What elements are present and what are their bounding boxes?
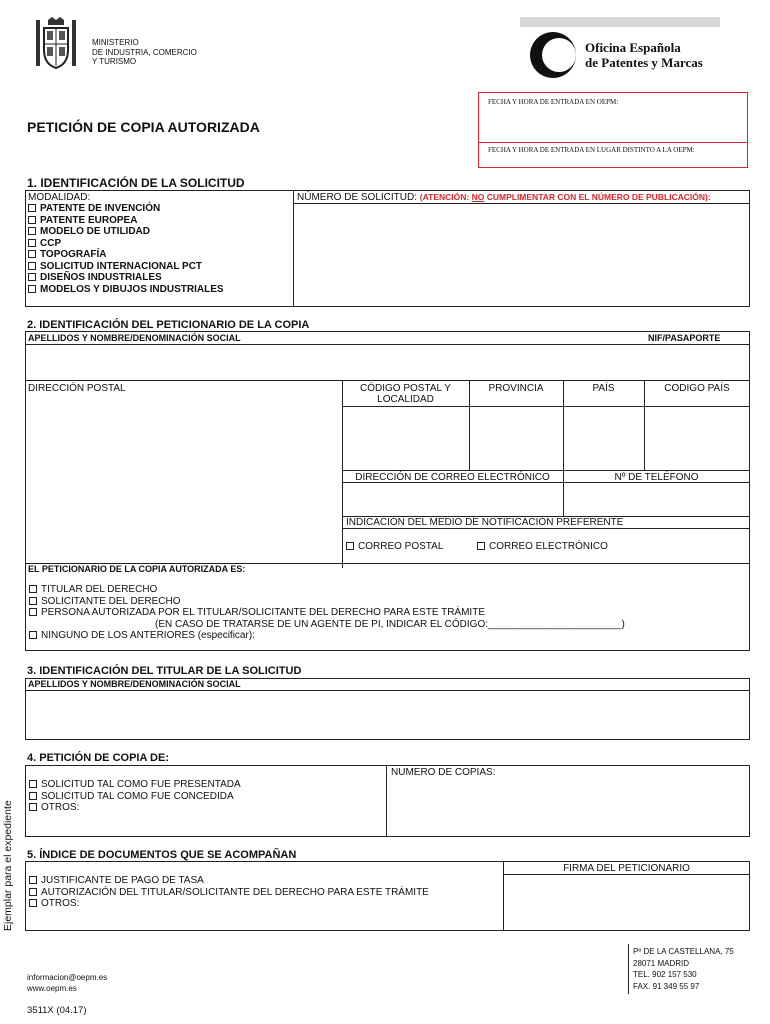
- notificacion-header-line: [342, 528, 750, 529]
- modalidad-option[interactable]: [28, 249, 224, 261]
- checkbox[interactable]: [29, 597, 37, 605]
- checkbox[interactable]: [29, 876, 37, 884]
- option-label: OTROS:: [41, 802, 80, 813]
- numero-warning: [420, 192, 711, 202]
- telefono-label: Nº DE TELÉFONO: [614, 472, 699, 483]
- section5-title: 5. ÍNDICE DE DOCUMENTOS QUE SE ACOMPAÑAN: [27, 849, 297, 861]
- checkbox[interactable]: [28, 285, 36, 293]
- option-label: PATENTE DE INVENCIÓN: [40, 203, 161, 214]
- copia-option[interactable]: [29, 802, 241, 814]
- modalidad-option[interactable]: [28, 272, 224, 284]
- codigo-postal-line: LOCALIDAD: [377, 394, 434, 405]
- pais-label: PAÍS: [592, 383, 615, 394]
- provincia-input[interactable]: [470, 407, 562, 469]
- numero-solicitud-label: [297, 192, 711, 203]
- notificacion-label: INDICACIÓN DEL MEDIO DE NOTIFICACIÓN PREFERENTE: [346, 517, 624, 528]
- codigo-pais-input[interactable]: [645, 407, 749, 469]
- codigo-postal-line: CÓDIGO POSTAL Y: [360, 383, 451, 394]
- nif-label: NIF/PASAPORTE: [648, 333, 721, 343]
- apellidos-input[interactable]: [26, 345, 646, 379]
- section3-title: 3. IDENTIFICACIÓN DEL TITULAR DE LA SOLICITUD: [27, 665, 302, 677]
- documento-option[interactable]: [29, 887, 429, 899]
- checkbox[interactable]: [28, 216, 36, 224]
- modalidad-label: MODALIDAD:: [28, 192, 91, 203]
- checkbox[interactable]: [28, 250, 36, 258]
- option-label: SOLICITANTE DEL DERECHO: [41, 595, 181, 607]
- option-label: MODELOS Y DIBUJOS INDUSTRIALES: [40, 283, 224, 295]
- copia-option[interactable]: [29, 791, 241, 803]
- email-top-line: [342, 470, 750, 471]
- documentos-options: [29, 875, 429, 910]
- spanish-coat-of-arms-icon: [30, 16, 82, 74]
- firma-input[interactable]: [505, 876, 748, 929]
- provincia-label: PROVINCIA: [488, 383, 544, 394]
- warning-no: NO: [471, 192, 485, 202]
- entry-other-label: FECHA Y HORA DE ENTRADA EN LUGAR DISTINTO A LA OEPM:: [488, 146, 695, 154]
- agente-note: (EN CASO DE TRATARSE DE UN AGENTE DE PI, INDICAR EL CÓDIGO:________________________): [155, 618, 625, 630]
- copia-options: [29, 779, 241, 814]
- section4-divider: [386, 765, 387, 837]
- documento-option[interactable]: [29, 875, 429, 887]
- checkbox[interactable]: [28, 204, 36, 212]
- option-label: MODELO DE UTILIDAD: [40, 226, 150, 237]
- option-label: OTROS:: [41, 898, 80, 909]
- section4-title: 4. PETICIÓN DE COPIA DE:: [27, 752, 170, 764]
- footer-email-link[interactable]: informacion@oepm.es: [27, 973, 108, 982]
- address-line: FAX. 91 349 55 97: [633, 981, 700, 991]
- checkbox[interactable]: [28, 273, 36, 281]
- checkbox[interactable]: [29, 888, 37, 896]
- entry-date-label: FECHA Y HORA DE ENTRADA EN OEPM:: [488, 98, 619, 106]
- firma-label: FIRMA DEL PETICIONARIO: [563, 863, 690, 874]
- option-label: AUTORIZACIÓN DEL TITULAR/SOLICITANTE DEL DERECHO PARA ESTE TRÁMITE: [41, 886, 429, 898]
- side-text: Ejemplar para el expediente: [2, 800, 14, 931]
- checkbox[interactable]: [28, 262, 36, 270]
- copia-option[interactable]: [29, 779, 241, 791]
- firma-header-line: [503, 874, 750, 875]
- address-line: Pº DE LA CASTELLANA, 75: [633, 947, 734, 956]
- option-label: SOLICITUD TAL COMO FUE CONCEDIDA: [41, 790, 234, 802]
- oepm-logo-icon: [528, 30, 578, 80]
- ministry-name: [92, 38, 197, 67]
- section2-row1-line: [25, 380, 750, 381]
- checkbox[interactable]: [29, 631, 37, 639]
- numero-solicitud-input[interactable]: [294, 204, 749, 306]
- ministry-line: Y TURISMO: [92, 57, 137, 66]
- peticionario-es-label: EL PETICIONARIO DE LA COPIA AUTORIZADA ES:: [28, 564, 246, 574]
- option-label: CORREO ELECTRÓNICO: [489, 541, 608, 552]
- footer-web-link[interactable]: www.oepm.es: [27, 984, 77, 993]
- section1-title: 1. IDENTIFICACIÓN DE LA SOLICITUD: [27, 176, 245, 190]
- email-input[interactable]: [343, 483, 562, 515]
- warning-prefix: (ATENCIÓN:: [419, 192, 470, 202]
- checkbox[interactable]: [29, 792, 37, 800]
- ministry-line: DE INDUSTRIA, COMERCIO: [92, 47, 197, 57]
- peticionario-options: [29, 584, 625, 642]
- pais-input[interactable]: [564, 407, 643, 469]
- peticionario-option[interactable]: [29, 596, 625, 608]
- warning-suffix: CUMPLIMENTAR CON EL NÚMERO DE PUBLICACIÓN):: [486, 192, 711, 202]
- numero-copias-label: NUMERO DE COPIAS:: [391, 767, 496, 778]
- nif-input[interactable]: [646, 345, 749, 379]
- checkbox[interactable]: [29, 585, 37, 593]
- office-name-line: de Patentes y Marcas: [585, 55, 703, 70]
- ministry-line: MINISTERIO: [92, 38, 139, 47]
- option-label: SOLICITUD INTERNACIONAL PCT: [40, 260, 203, 272]
- direccion-label: DIRECCIÓN POSTAL: [28, 383, 126, 394]
- address-line: 28071 MADRID: [633, 958, 690, 968]
- titular-apellidos-label: APELLIDOS Y NOMBRE/DENOMINACIÓN SOCIAL: [28, 679, 241, 689]
- peticionario-option[interactable]: [29, 607, 625, 619]
- checkbox[interactable]: [28, 227, 36, 235]
- checkbox[interactable]: [477, 542, 485, 550]
- telefono-input[interactable]: [564, 483, 749, 515]
- modalidad-option[interactable]: [28, 226, 224, 238]
- modalidad-option[interactable]: [28, 238, 224, 250]
- address-line: TEL. 902 157 530: [633, 970, 697, 979]
- email-label: DIRECCIÓN DE CORREO ELECTRÓNICO: [355, 472, 550, 483]
- checkbox[interactable]: [29, 899, 37, 907]
- footer-address-bar: [628, 944, 629, 994]
- modalidad-option[interactable]: [28, 284, 224, 296]
- checkbox[interactable]: [28, 239, 36, 247]
- option-label: TITULAR DEL DERECHO: [41, 584, 158, 595]
- codigo-postal-input[interactable]: [343, 407, 468, 469]
- option-label: TOPOGRAFÍA: [40, 249, 107, 260]
- documento-option[interactable]: [29, 898, 429, 910]
- footer-address: [633, 946, 734, 992]
- option-label: CORREO POSTAL: [358, 541, 444, 552]
- numero-label-text: NÚMERO DE SOLICITUD:: [297, 192, 418, 203]
- checkbox[interactable]: [29, 608, 37, 616]
- apellidos-label: APELLIDOS Y NOMBRE/DENOMINACIÓN SOCIAL: [28, 333, 241, 343]
- oepm-header-bar: [520, 17, 720, 27]
- option-label: JUSTIFICANTE DE PAGO DE TASA: [41, 875, 204, 886]
- entry-date-divider: [478, 142, 748, 143]
- modalidad-option[interactable]: [28, 203, 224, 215]
- direccion-input[interactable]: [26, 396, 341, 566]
- numero-copias-input[interactable]: [388, 780, 748, 835]
- form-code: 3511X (04.17): [27, 1005, 87, 1016]
- peticionario-option[interactable]: [29, 584, 625, 596]
- page-title: PETICIÓN DE COPIA AUTORIZADA: [27, 119, 260, 135]
- titular-apellidos-input[interactable]: [26, 691, 749, 739]
- option-label: SOLICITUD TAL COMO FUE PRESENTADA: [41, 779, 241, 790]
- codigo-pais-label: CODIGO PAÍS: [664, 383, 730, 394]
- section2-title: 2. IDENTIFICACIÓN DEL PETICIONARIO DE LA COPIA: [27, 319, 310, 331]
- checkbox[interactable]: [346, 542, 354, 550]
- modalidad-option[interactable]: [28, 215, 224, 227]
- option-label: DISEÑOS INDUSTRIALES: [40, 272, 162, 283]
- office-name: [585, 40, 703, 70]
- correo-electronico-option[interactable]: [477, 541, 608, 552]
- peticionario-option[interactable]: [29, 630, 625, 642]
- office-name-line: Oficina Española: [585, 40, 681, 55]
- checkbox[interactable]: [29, 780, 37, 788]
- checkbox[interactable]: [29, 803, 37, 811]
- option-label: PATENTE EUROPEA: [40, 214, 138, 226]
- modalidad-options: [28, 203, 224, 295]
- option-label: PERSONA AUTORIZADA POR EL TITULAR/SOLICITANTE DEL DERECHO PARA ESTE TRÁMITE: [41, 607, 485, 618]
- modalidad-option[interactable]: [28, 261, 224, 273]
- footer-contact: [27, 972, 107, 994]
- option-label: NINGUNO DE LOS ANTERIORES (especificar):: [41, 630, 255, 641]
- correo-postal-option[interactable]: [346, 541, 443, 552]
- codigo-postal-label: [342, 383, 469, 405]
- option-label: CCP: [40, 237, 62, 249]
